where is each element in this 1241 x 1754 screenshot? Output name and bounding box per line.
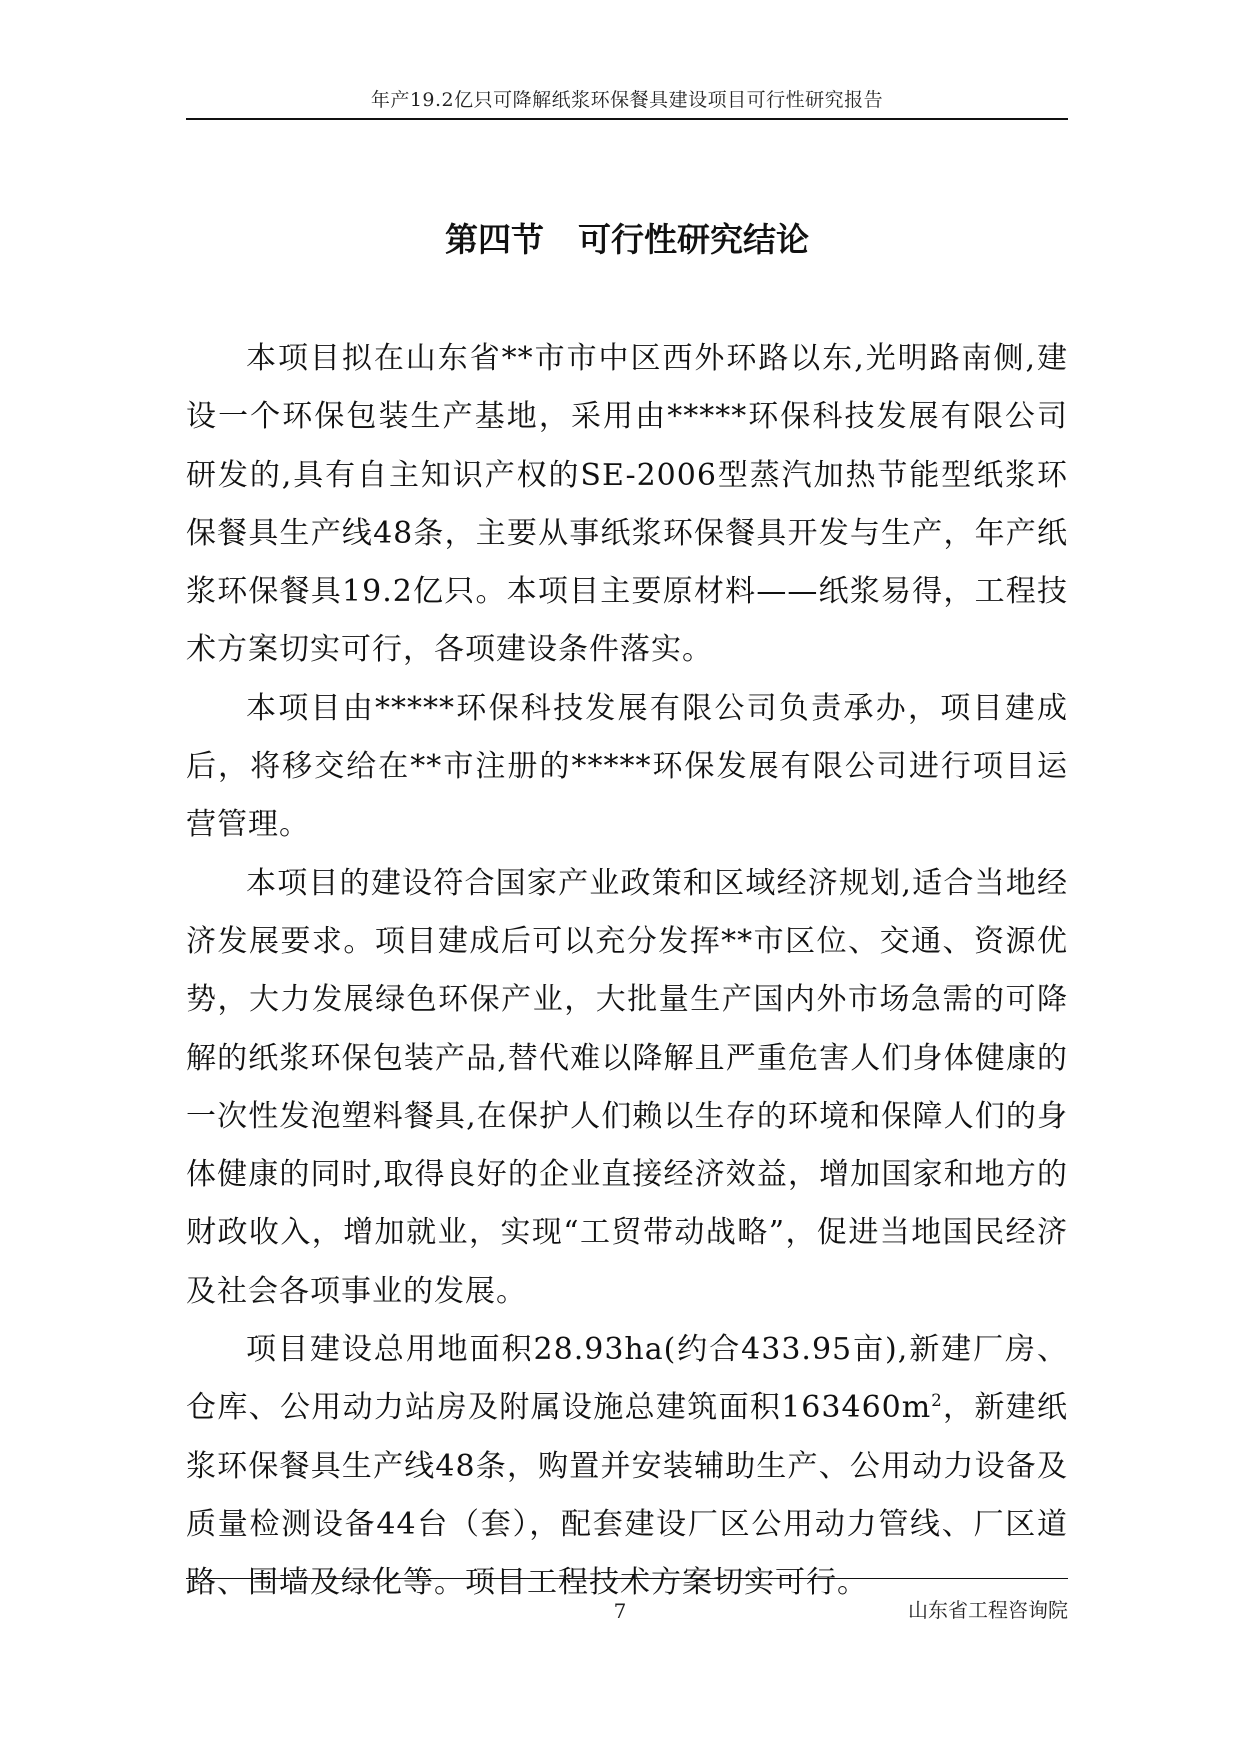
construction-scale-text-b: ，新建纸浆环保餐具生产线48条，购置并安装辅助生产、公用动力设备及质量检测设备44台（套），配套建设厂区公用动力管线、厂区道路、围墙及绿化等。项目工程技术方案切实可行。 <box>186 1390 1069 1601</box>
paragraph-project-operation: 本项目由*****环保科技发展有限公司负责承办，项目建成后，将移交给在**市注册的*****环保发展有限公司进行项目运营管理。 <box>186 690 1068 843</box>
section-title-text: 可行性研究结论 <box>578 220 809 259</box>
document-body <box>186 330 1068 1613</box>
area-unit-superscript: 2 <box>931 1391 943 1411</box>
paragraph-construction-scale <box>186 1321 1068 1612</box>
paragraph-project-location: 本项目拟在山东省**市市中区西外环路以东,光明路南侧,建设一个环保包装生产基地，采用由*****环保科技发展有限公司研发的,具有自主知识产权的SE-2006型蒸汽加热节能型纸浆环保餐具生产线48条，主要从事纸浆环保餐具开发与生产，年产纸浆环保餐具19.2亿只。本项目主要原材料——纸浆易得，工程技术方案切实可行，各项建设条件落实。 <box>186 341 1068 668</box>
section-number: 第四节 <box>445 220 544 259</box>
header-divider <box>186 118 1068 120</box>
construction-scale-text-a: 项目建设总用地面积28.93ha(约合433.95亩),新建厂房、仓库、公用动力站房及附属设施总建筑面积163460m <box>186 1332 1068 1426</box>
page-header-title: 年产19.2亿只可降解纸浆环保餐具建设项目可行性研究报告 <box>370 89 884 111</box>
paragraph-policy-benefits: 本项目的建设符合国家产业政策和区域经济规划,适合当地经济发展要求。项目建成后可以充分发挥**市区位、交通、资源优势，大力发展绿色环保产业，大批量生产国内外市场急需的可降解的纸浆环保包装产品,替代难以降解且严重危害人们身体健康的一次性发泡塑料餐具,在保护人们赖以生存的环境和保障人们的身体健康的同时,取得良好的企业直接经济效益，增加国家和地方的财政收入，增加就业，实现“工贸带动战略”，促进当地国民经济及社会各项事业的发展。 <box>186 865 1068 1309</box>
section-heading <box>186 218 1068 262</box>
footer-divider <box>186 1578 1068 1579</box>
footer-organization: 山东省工程咨询院 <box>908 1598 1068 1622</box>
page-number: 7 <box>613 1599 627 1623</box>
